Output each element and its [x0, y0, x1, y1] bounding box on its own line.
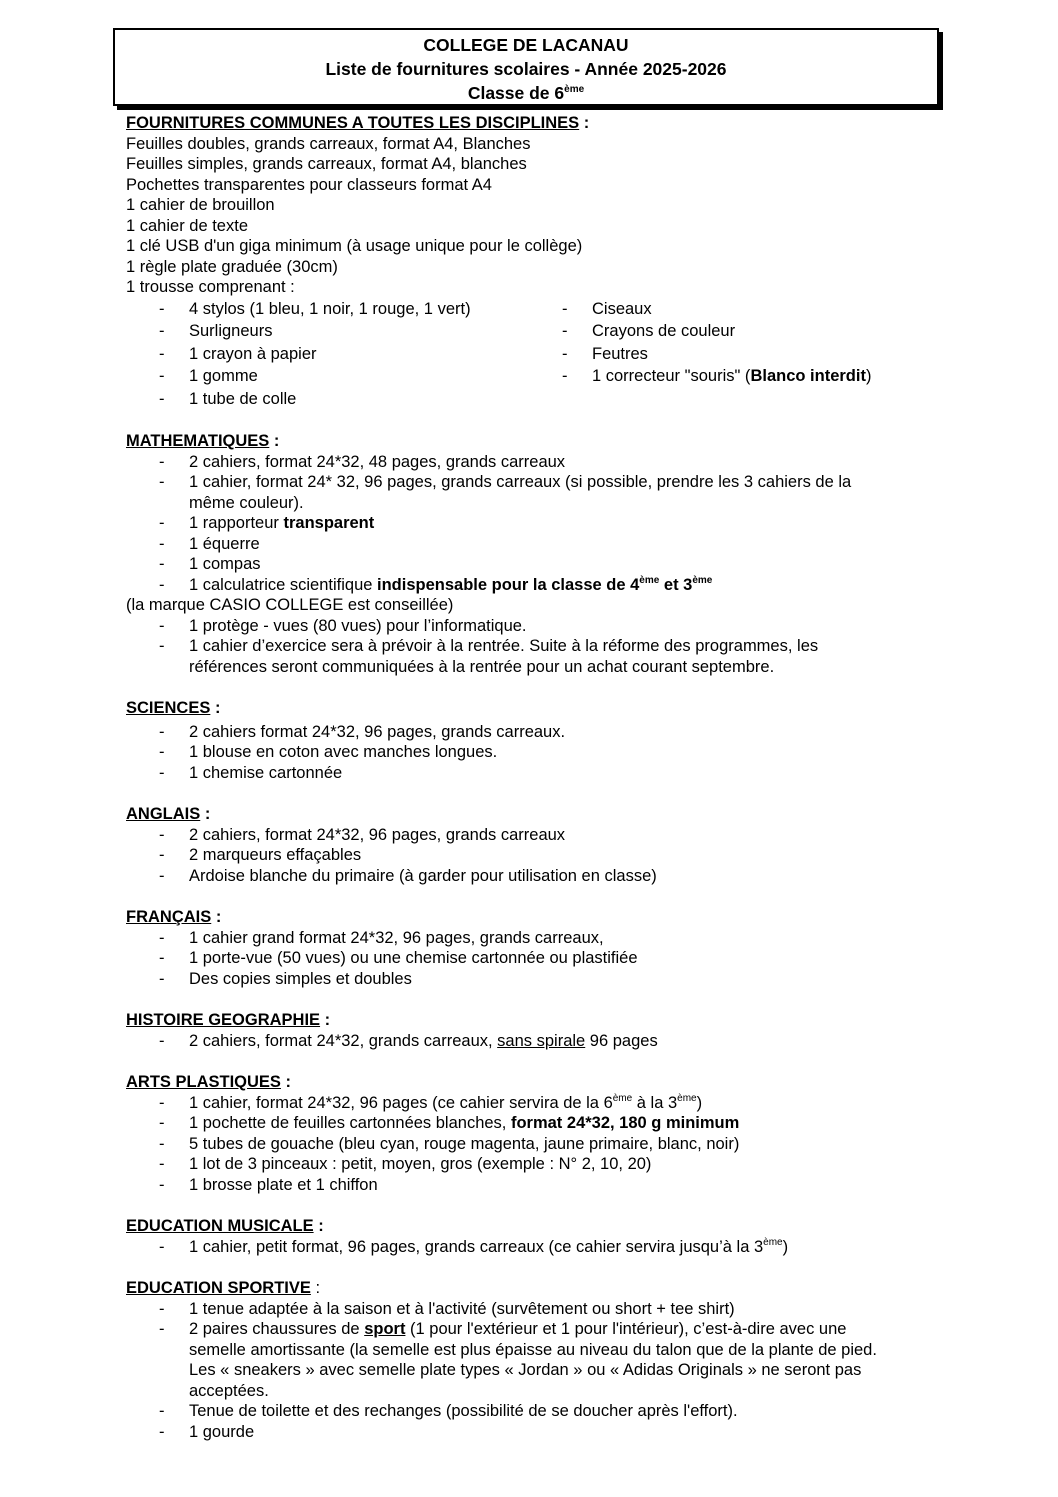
list-item: - 1 compas — [126, 554, 946, 575]
list-item: - 1 chemise cartonnée — [126, 763, 946, 784]
list-item: - 2 paires chaussures de sport (1 pour l'extérieur et 1 pour l'intérieur), c’est-à-dire avec une semelle amortissante (la semelle est plus épaisse au niveau du talon que de la plante de pied. Les « sneakers » avec semelle plate types « Jordan » ou « Adidas Originals » ne seront pas acceptées. — [126, 1319, 946, 1401]
list-item: Feuilles doubles, grands carreaux, format A4, Blanches — [126, 134, 531, 153]
list-item: 1 cahier de texte — [126, 216, 248, 235]
list-item: - 1 équerre — [126, 534, 946, 555]
list-item: 1 clé USB d'un giga minimum (à usage unique pour le collège) — [126, 237, 583, 255]
list-item: - 1 cahier, format 24* 32, 96 pages, grands carreaux (si possible, prendre les 3 cahiers de la même couleur). — [126, 472, 946, 513]
section-heading-francais: FRANÇAIS : — [126, 908, 222, 926]
list-item: - 1 cahier, petit format, 96 pages, grands carreaux (ce cahier servira jusqu’à la 3ème) — [126, 1237, 946, 1258]
list-item: - 1 cahier, format 24*32, 96 pages (ce cahier servira de la 6ème à la 3ème) — [126, 1093, 946, 1114]
list-item: - 1 gomme — [126, 365, 561, 388]
list-item: - 4 stylos (1 bleu, 1 noir, 1 rouge, 1 vert) — [126, 298, 561, 321]
trousse-right-column — [561, 298, 946, 411]
list-title: Liste de fournitures scolaires - Année 2025-2026 — [325, 59, 727, 79]
list-item: - Des copies simples et doubles — [126, 969, 946, 990]
section-heading-histoire: HISTOIRE GEOGRAPHIE : — [126, 1011, 331, 1029]
section-heading-common: FOURNITURES COMMUNES A TOUTES LES DISCIPLINES : — [126, 114, 590, 132]
list-item: - 2 cahiers, format 24*32, 96 pages, grands carreaux — [126, 825, 946, 846]
section-heading-arts: ARTS PLASTIQUES : — [126, 1073, 292, 1091]
list-item: - 2 cahiers, format 24*32, 48 pages, grands carreaux — [126, 452, 946, 473]
list-item: - 1 tube de colle — [126, 388, 561, 411]
list-item: - 1 lot de 3 pinceaux : petit, moyen, gros (exemple : N° 2, 10, 20) — [126, 1154, 946, 1175]
list-item: 1 trousse comprenant : — [126, 278, 295, 296]
list-item: - Tenue de toilette et des rechanges (possibilité de se doucher après l'effort). — [126, 1401, 946, 1422]
section-heading-maths: MATHEMATIQUES : — [126, 432, 280, 450]
supply-list — [126, 113, 946, 1442]
trousse-contents — [126, 298, 946, 411]
section-heading-anglais: ANGLAIS : — [126, 805, 211, 823]
list-item: - 1 tenue adaptée à la saison et à l'activité (survêtement ou short + tee shirt) — [126, 1299, 946, 1320]
document-header — [113, 28, 939, 106]
list-item: - 2 cahiers format 24*32, 96 pages, grands carreaux. — [126, 722, 946, 743]
list-item: Pochettes transparentes pour classeurs format A4 — [126, 175, 492, 194]
list-item: - 1 correcteur "souris" (Blanco interdit) — [561, 365, 946, 388]
list-item: - 1 calculatrice scientifique indispensable pour la classe de 4ème et 3ème — [126, 575, 946, 596]
list-item: - Crayons de couleur — [561, 320, 946, 343]
list-item: - Feutres — [561, 343, 946, 366]
section-heading-musique: EDUCATION MUSICALE : — [126, 1217, 324, 1235]
list-item: - 1 cahier d’exercice sera à prévoir à la rentrée. Suite à la réforme des programmes, les références seront communiquées à la rentrée pour un achat courant septembre. — [126, 636, 946, 677]
list-item: - 1 protège - vues (80 vues) pour l’informatique. — [126, 616, 946, 637]
school-name: COLLEGE DE LACANAU — [423, 35, 629, 55]
list-item: - Ardoise blanche du primaire (à garder pour utilisation en classe) — [126, 866, 946, 887]
list-item: - 1 rapporteur transparent — [126, 513, 946, 534]
list-item: - 1 cahier grand format 24*32, 96 pages, grands carreaux, — [126, 928, 946, 949]
list-item: - 1 gourde — [126, 1422, 946, 1443]
trousse-left-column — [126, 298, 561, 411]
list-item: - 1 crayon à papier — [126, 343, 561, 366]
list-item: 1 cahier de brouillon — [126, 196, 275, 214]
list-item: - 1 blouse en coton avec manches longues. — [126, 742, 946, 763]
list-item: - Ciseaux — [561, 298, 946, 321]
list-item: - 2 marqueurs effaçables — [126, 845, 946, 866]
maths-note: (la marque CASIO COLLEGE est conseillée) — [126, 596, 454, 614]
list-item: 1 règle plate graduée (30cm) — [126, 257, 338, 276]
list-item: - Surligneurs — [126, 320, 561, 343]
list-item: - 1 brosse plate et 1 chiffon — [126, 1175, 946, 1196]
class-level: Classe de 6ème — [467, 83, 585, 103]
list-item: - 1 pochette de feuilles cartonnées blanches, format 24*32, 180 g minimum — [126, 1113, 946, 1134]
list-item: - 5 tubes de gouache (bleu cyan, rouge magenta, jaune primaire, blanc, noir) — [126, 1134, 946, 1155]
list-item: - 1 porte-vue (50 vues) ou une chemise cartonnée ou plastifiée — [126, 948, 946, 969]
list-item: - 2 cahiers, format 24*32, grands carreaux, sans spirale 96 pages — [126, 1031, 946, 1052]
section-heading-sport: EDUCATION SPORTIVE : — [126, 1279, 321, 1297]
section-heading-sciences: SCIENCES : — [126, 699, 221, 717]
list-item: Feuilles simples, grands carreaux, format A4, blanches — [126, 155, 527, 173]
